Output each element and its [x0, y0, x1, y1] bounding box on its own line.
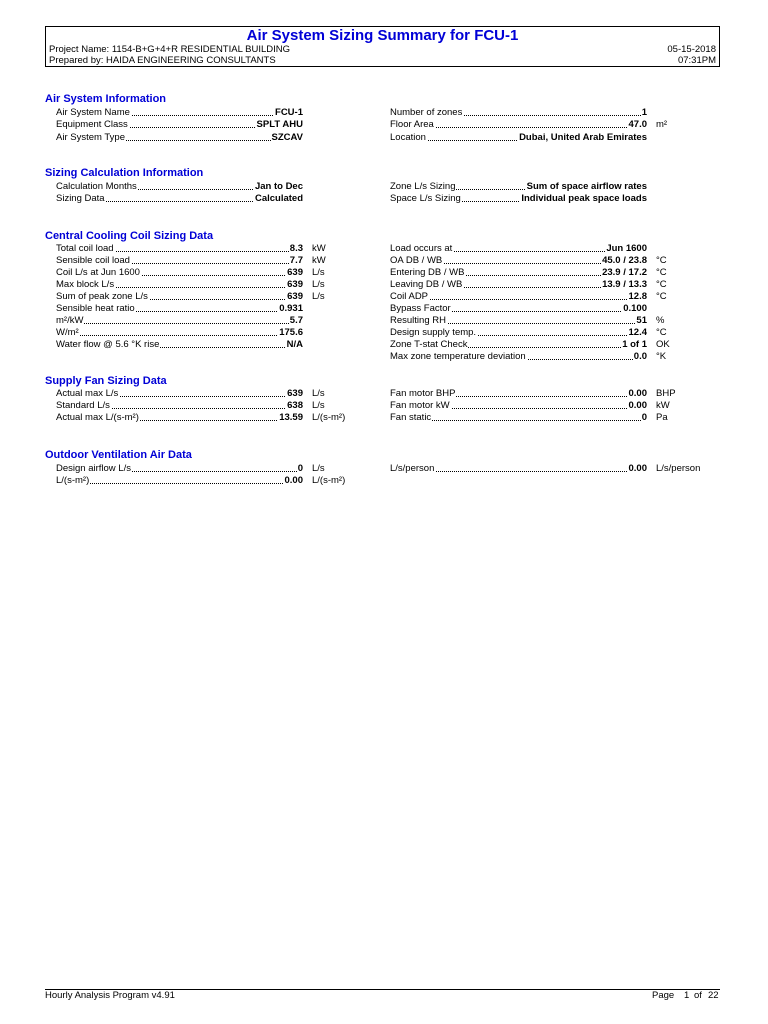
data-row: [56, 181, 303, 193]
row-value: 47.0: [628, 119, 647, 130]
data-row: [390, 463, 647, 475]
row-value: Individual peak space loads: [521, 193, 647, 204]
row-label: Calculation Months: [56, 181, 137, 192]
row-value: Jun 1600: [606, 243, 647, 254]
data-row: [390, 400, 647, 412]
row-value: 1: [641, 107, 647, 118]
report-header: [45, 26, 720, 67]
row-value: 5.7: [289, 315, 303, 326]
row-value: 0.931: [279, 303, 303, 314]
data-row: [56, 291, 303, 303]
row-label: L/s/person: [390, 463, 435, 474]
row-unit: kW: [312, 255, 326, 266]
row-unit: L/s: [312, 400, 325, 411]
row-unit: Pa: [656, 412, 668, 423]
row-label: m²/kW: [56, 315, 84, 326]
data-row: [390, 412, 647, 424]
row-value: 0.100: [623, 303, 647, 314]
row-label: Location: [390, 132, 426, 143]
row-label: Sensible coil load: [56, 255, 130, 266]
data-row: [390, 303, 647, 315]
page-total: 22: [708, 990, 719, 1001]
row-value: 638: [287, 400, 303, 411]
row-label: Actual max L/s: [56, 388, 119, 399]
data-row: [56, 339, 303, 351]
row-label: Fan motor kW: [390, 400, 450, 411]
row-unit: BHP: [656, 388, 676, 399]
row-value: 175.6: [279, 327, 303, 338]
report-time: 07:31PM: [677, 55, 716, 66]
row-value: 51: [636, 315, 647, 326]
row-label: Fan static: [390, 412, 432, 423]
row-label: Standard L/s: [56, 400, 110, 411]
row-label: Leaving DB / WB: [390, 279, 463, 290]
row-label: Fan motor BHP: [390, 388, 456, 399]
data-row: [56, 255, 303, 267]
row-value: 0.00: [628, 388, 647, 399]
row-label: Sum of peak zone L/s: [56, 291, 148, 302]
leader-dots: [56, 483, 303, 484]
data-row: [390, 279, 647, 291]
data-row: [390, 351, 647, 363]
row-value: 7.7: [289, 255, 303, 266]
data-row: [56, 267, 303, 279]
data-row: [390, 181, 647, 193]
data-row: [390, 107, 647, 119]
row-value: 639: [287, 279, 303, 290]
row-value: Dubai, United Arab Emirates: [519, 132, 647, 143]
row-label: Number of zones: [390, 107, 463, 118]
row-label: Resulting RH: [390, 315, 446, 326]
row-value: 23.9 / 17.2: [602, 267, 647, 278]
data-row: [390, 327, 647, 339]
row-unit: L/s: [312, 291, 325, 302]
row-label: Actual max L/(s-m²): [56, 412, 139, 423]
program-name: Hourly Analysis Program v4.91: [45, 990, 175, 1001]
row-unit: °C: [656, 255, 667, 266]
row-value: 639: [287, 388, 303, 399]
row-label: Bypass Factor: [390, 303, 451, 314]
data-row: [56, 107, 303, 119]
row-unit: L/s/person: [656, 463, 701, 474]
row-value: 639: [287, 291, 303, 302]
section-title-supply-fan: Supply Fan Sizing Data: [45, 375, 167, 387]
row-value: Calculated: [254, 193, 303, 204]
row-label: Coil ADP: [390, 291, 429, 302]
row-value: Jan to Dec: [254, 181, 303, 192]
row-unit: °C: [656, 327, 667, 338]
row-label: W/m²: [56, 327, 79, 338]
row-label: Total coil load: [56, 243, 114, 254]
data-row: [56, 475, 303, 487]
row-value: 13.59: [279, 412, 303, 423]
row-unit: kW: [312, 243, 326, 254]
row-unit: %: [656, 315, 665, 326]
row-unit: °C: [656, 279, 667, 290]
row-value: SPLT AHU: [256, 119, 303, 130]
data-row: [390, 243, 647, 255]
row-value: 13.9 / 13.3: [602, 279, 647, 290]
data-row: [56, 400, 303, 412]
data-row: [390, 193, 647, 205]
row-value: 0: [641, 412, 647, 423]
data-row: [390, 291, 647, 303]
row-value: 0.00: [284, 475, 303, 486]
project-name: Project Name: 1154-B+G+4+R RESIDENTIAL BUILDING: [49, 44, 291, 55]
page-label: Page: [652, 990, 675, 1001]
row-unit: L/(s-m²): [312, 412, 346, 423]
row-unit: L/s: [312, 388, 325, 399]
data-row: [56, 463, 303, 475]
page-of-label: of: [694, 990, 702, 1001]
row-value: 0.0: [633, 351, 647, 362]
data-row: [56, 388, 303, 400]
row-label: Sensible heat ratio: [56, 303, 135, 314]
row-label: Water flow @ 5.6 °K rise: [56, 339, 160, 350]
row-value: 8.3: [289, 243, 303, 254]
row-unit: L/s: [312, 463, 325, 474]
section-title-air-system: Air System Information: [45, 93, 167, 105]
row-unit: L/(s-m²): [312, 475, 346, 486]
row-label: Entering DB / WB: [390, 267, 465, 278]
data-row: [390, 267, 647, 279]
row-value: 1 of 1: [622, 339, 647, 350]
row-unit: OK: [656, 339, 670, 350]
row-label: Equipment Class: [56, 119, 128, 130]
data-row: [390, 132, 647, 144]
data-row: [390, 339, 647, 351]
row-unit: kW: [656, 400, 670, 411]
row-value: 639: [287, 267, 303, 278]
row-label: Air System Name: [56, 107, 130, 118]
row-unit: °C: [656, 267, 667, 278]
row-label: Sizing Data: [56, 193, 105, 204]
row-label: OA DB / WB: [390, 255, 443, 266]
leader-dots: [56, 323, 303, 324]
data-row: [390, 388, 647, 400]
data-row: [56, 412, 303, 424]
row-value: 12.8: [628, 291, 647, 302]
data-row: [390, 119, 647, 131]
section-title-cooling-coil: Central Cooling Coil Sizing Data: [45, 230, 214, 242]
row-value: SZCAV: [271, 132, 303, 143]
row-unit: L/s: [312, 267, 325, 278]
data-row: [56, 315, 303, 327]
data-row: [390, 315, 647, 327]
section-title-sizing-calc: Sizing Calculation Information: [45, 167, 204, 179]
row-label: Floor Area: [390, 119, 434, 130]
row-label: Load occurs at: [390, 243, 453, 254]
row-unit: L/s: [312, 279, 325, 290]
row-label: Max block L/s: [56, 279, 115, 290]
row-value: FCU-1: [275, 107, 303, 118]
row-label: Design supply temp.: [390, 327, 477, 338]
section-title-outdoor-vent: Outdoor Ventilation Air Data: [45, 449, 192, 461]
data-row: [56, 303, 303, 315]
page-number: 1: [684, 990, 690, 1001]
row-unit: °C: [656, 291, 667, 302]
row-label: L/(s-m²): [56, 475, 90, 486]
row-label: Zone T-stat Check: [390, 339, 468, 350]
row-label: Air System Type: [56, 132, 125, 143]
row-label: Design airflow L/s: [56, 463, 131, 474]
row-value: N/A: [286, 339, 303, 350]
data-row: [56, 327, 303, 339]
leader-dots: [56, 335, 303, 336]
row-label: Max zone temperature deviation: [390, 351, 526, 362]
data-row: [56, 119, 303, 131]
report-date: 05-15-2018: [667, 44, 716, 55]
data-row: [56, 279, 303, 291]
row-value: 0.00: [628, 463, 647, 474]
prepared-by: Prepared by: HAIDA ENGINEERING CONSULTANTS: [49, 55, 276, 66]
row-value: 45.0 / 23.8: [602, 255, 647, 266]
data-row: [56, 193, 303, 205]
data-row: [56, 132, 303, 144]
data-row: [390, 255, 647, 267]
row-value: 0.00: [628, 400, 647, 411]
row-value: 12.4: [628, 327, 647, 338]
row-label: Zone L/s Sizing: [390, 181, 456, 192]
row-label: Space L/s Sizing: [390, 193, 461, 204]
row-label: Coil L/s at Jun 1600: [56, 267, 140, 278]
row-value: Sum of space airflow rates: [526, 181, 647, 192]
row-unit: m²: [656, 119, 668, 130]
report-title: Air System Sizing Summary for FCU-1: [246, 27, 519, 44]
row-unit: °K: [656, 351, 667, 362]
data-row: [56, 243, 303, 255]
row-value: 0: [297, 463, 303, 474]
